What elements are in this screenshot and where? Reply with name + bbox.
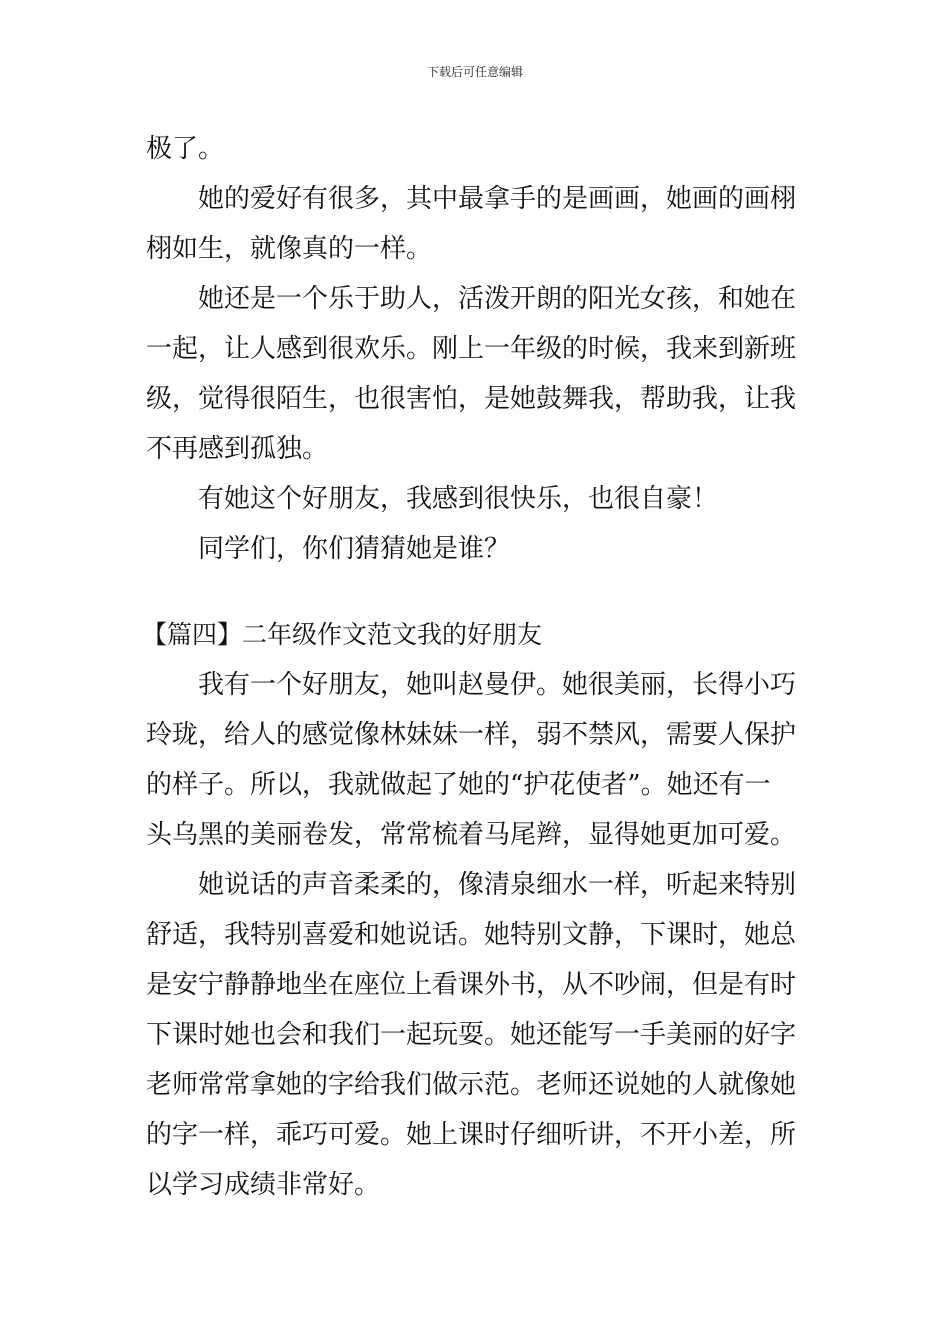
page-header: 下载后可任意编辑 bbox=[426, 65, 523, 79]
paragraph-line: 老师常常拿她的字给我们做示范。老师还说她的人就像她 bbox=[146, 1070, 797, 1100]
paragraph-line: 级，觉得很陌生，也很害怕，是她鼓舞我，帮助我，让我 bbox=[146, 384, 797, 414]
section-gap bbox=[146, 574, 806, 610]
paragraph-line: 极了。 bbox=[146, 134, 225, 164]
paragraph-line: 她还是一个乐于助人，活泼开朗的阳光女孩，和她在 bbox=[198, 284, 797, 314]
paragraph-line: 不再感到孤独。 bbox=[146, 434, 329, 464]
paragraph-line: 她说话的声音柔柔的，像清泉细水一样，听起来特别 bbox=[198, 870, 797, 900]
paragraph-line: 同学们，你们猜猜她是谁？ bbox=[198, 534, 511, 564]
paragraph-line: 是安宁静静地坐在座位上看课外书，从不吵闹，但是有时 bbox=[146, 970, 797, 1000]
paragraph-line: 以学习成绩非常好。 bbox=[146, 1170, 381, 1200]
paragraph-line: 她的爱好有很多，其中最拿手的是画画，她画的画栩 bbox=[198, 184, 797, 214]
paragraph-line: 下课时她也会和我们一起玩耍。她还能写一手美丽的好字 bbox=[146, 1020, 797, 1050]
section-heading: 【篇四】二年级作文范文我的好朋友 bbox=[142, 620, 543, 649]
paragraph-line: 的字一样，乖巧可爱。她上课时仔细听讲，不开小差，所 bbox=[146, 1120, 797, 1150]
paragraph-line: 的样子。所以，我就做起了她的“护花使者”。她还有一 bbox=[146, 770, 771, 800]
paragraph-line: 有她这个好朋友，我感到很快乐，也很自豪！ bbox=[198, 484, 719, 514]
paragraph-line: 我有一个好朋友，她叫赵曼伊。她很美丽，长得小巧 bbox=[198, 670, 797, 700]
paragraph-line: 头乌黑的美丽卷发，常常梳着马尾辫，显得她更加可爱。 bbox=[146, 820, 797, 850]
paragraph-line: 一起，让人感到很欢乐。刚上一年级的时候，我来到新班 bbox=[146, 334, 797, 364]
paragraph-line: 栩如生，就像真的一样。 bbox=[146, 234, 433, 264]
document-body bbox=[142, 124, 806, 1210]
paragraph-line: 玲珑，给人的感觉像林妹妹一样，弱不禁风，需要人保护 bbox=[146, 720, 797, 750]
paragraph-line: 舒适，我特别喜爱和她说话。她特别文静，下课时，她总 bbox=[146, 920, 797, 950]
